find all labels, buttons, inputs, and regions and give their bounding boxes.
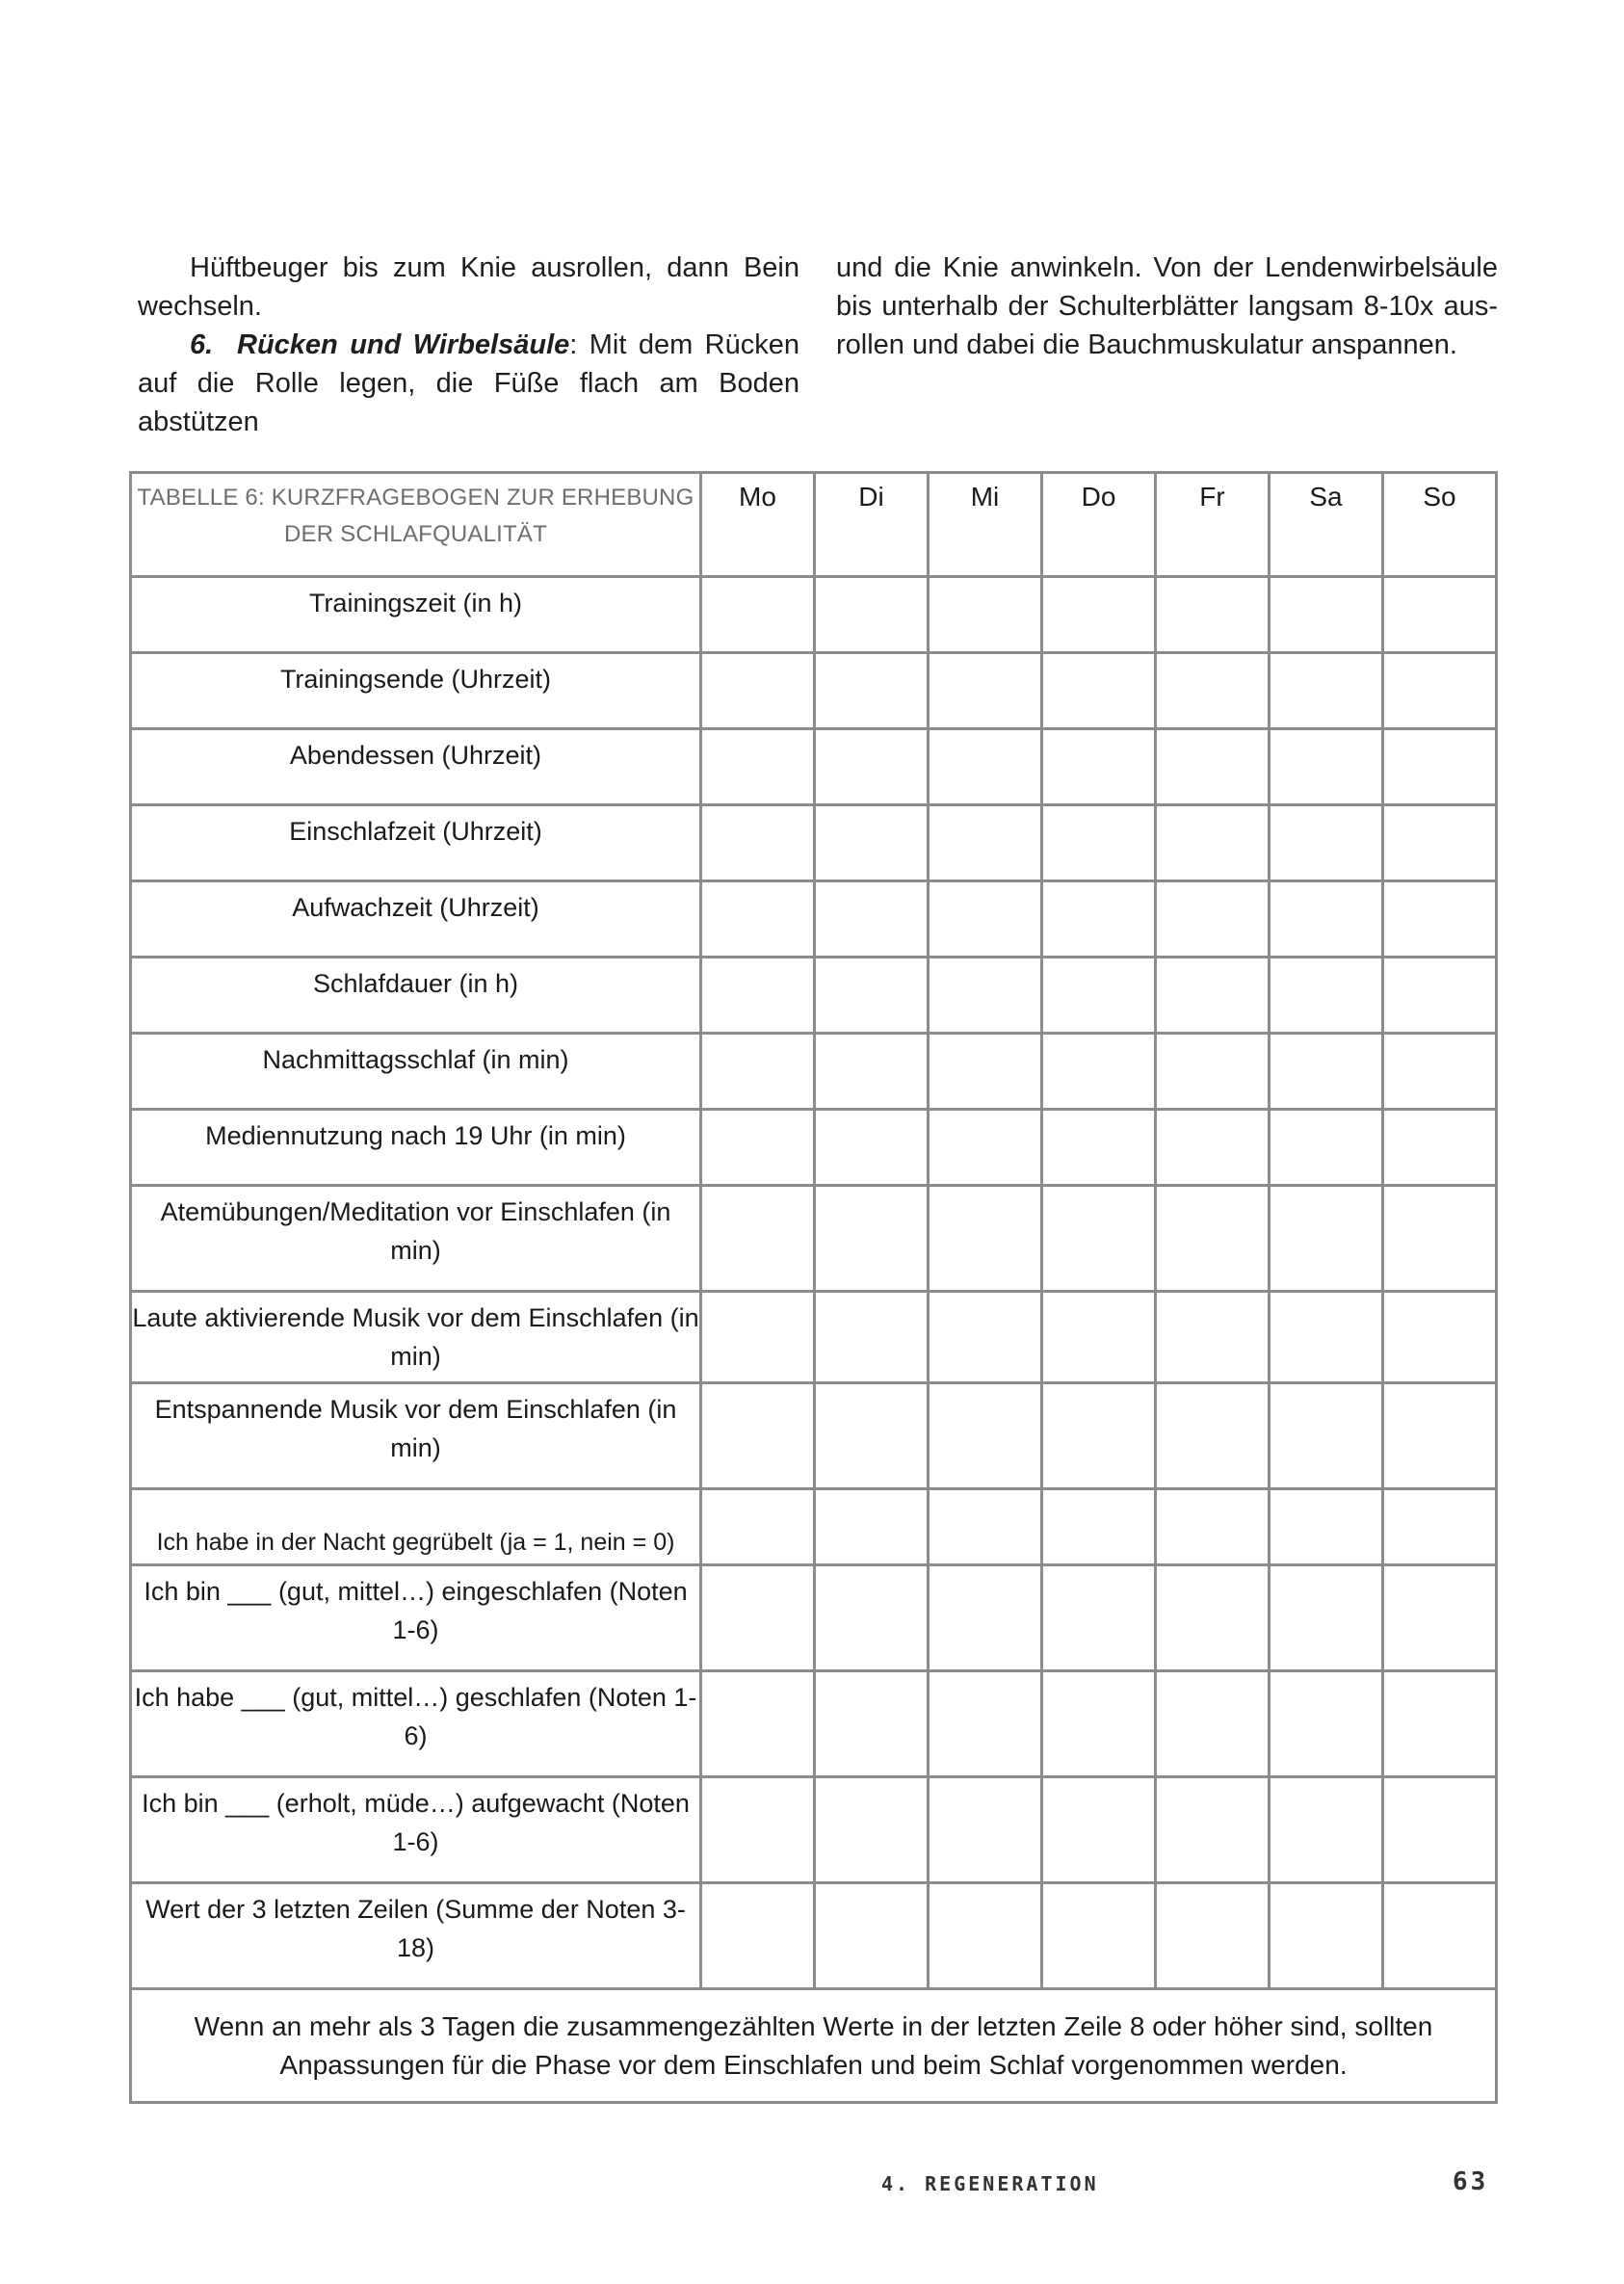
entry-cell-mo[interactable] xyxy=(701,881,815,958)
entry-cell-mi[interactable] xyxy=(929,1489,1042,1565)
entry-cell-sa[interactable] xyxy=(1270,577,1383,653)
entry-cell-di[interactable] xyxy=(815,1777,929,1883)
entry-cell-do[interactable] xyxy=(1042,1034,1156,1110)
entry-cell-sa[interactable] xyxy=(1270,1565,1383,1671)
row-label: Mediennutzung nach 19 Uhr (in min) xyxy=(131,1110,701,1186)
entry-cell-mi[interactable] xyxy=(929,881,1042,958)
entry-cell-di[interactable] xyxy=(815,1883,929,1989)
table-row xyxy=(131,881,1497,958)
entry-cell-mo[interactable] xyxy=(701,653,815,729)
table-row xyxy=(131,1034,1497,1110)
entry-cell-do[interactable] xyxy=(1042,1565,1156,1671)
table-row xyxy=(131,653,1497,729)
entry-cell-mo[interactable] xyxy=(701,1671,815,1777)
entry-cell-mo[interactable] xyxy=(701,1565,815,1671)
entry-cell-di[interactable] xyxy=(815,653,929,729)
entry-cell-mi[interactable] xyxy=(929,1777,1042,1883)
entry-cell-do[interactable] xyxy=(1042,881,1156,958)
entry-cell-sa[interactable] xyxy=(1270,958,1383,1034)
entry-cell-mi[interactable] xyxy=(929,1034,1042,1110)
row-label: Schlafdauer (in h) xyxy=(131,958,701,1034)
day-header-sa: Sa xyxy=(1270,473,1383,577)
entry-cell-mo[interactable] xyxy=(701,1186,815,1292)
table-note: Wenn an mehr als 3 Tagen die zusammengezählten Werte in der letzten Zeile 8 oder höher sind, sollten Anpassungen für die Phase vor dem Einschlafen und beim Schlaf vorgenommen werden. xyxy=(131,1989,1497,2103)
entry-cell-fr[interactable] xyxy=(1156,805,1270,881)
entry-cell-sa[interactable] xyxy=(1270,1489,1383,1565)
entry-cell-so[interactable] xyxy=(1383,1883,1497,1989)
entry-cell-mi[interactable] xyxy=(929,1110,1042,1186)
entry-cell-so[interactable] xyxy=(1383,729,1497,805)
entry-cell-mo[interactable] xyxy=(701,729,815,805)
entry-cell-mo[interactable] xyxy=(701,1489,815,1565)
entry-cell-di[interactable] xyxy=(815,577,929,653)
entry-cell-fr[interactable] xyxy=(1156,729,1270,805)
row-label: Aufwachzeit (Uhrzeit) xyxy=(131,881,701,958)
entry-cell-mi[interactable] xyxy=(929,729,1042,805)
entry-cell-di[interactable] xyxy=(815,1110,929,1186)
table-row xyxy=(131,1671,1497,1777)
day-header-di: Di xyxy=(815,473,929,577)
row-label: Ich habe ___ (gut, mittel…) geschlafen (Noten 1-6) xyxy=(131,1671,701,1777)
entry-cell-fr[interactable] xyxy=(1156,1565,1270,1671)
entry-cell-mo[interactable] xyxy=(701,1883,815,1989)
entry-cell-do[interactable] xyxy=(1042,1186,1156,1292)
intro-right-column xyxy=(836,249,1498,364)
entry-cell-do[interactable] xyxy=(1042,1883,1156,1989)
entry-cell-di[interactable] xyxy=(815,1034,929,1110)
entry-cell-di[interactable] xyxy=(815,1489,929,1565)
entry-cell-fr[interactable] xyxy=(1156,1186,1270,1292)
row-label: Trainingszeit (in h) xyxy=(131,577,701,653)
table-header-row xyxy=(131,473,1497,577)
entry-cell-sa[interactable] xyxy=(1270,1110,1383,1186)
entry-cell-fr[interactable] xyxy=(1156,881,1270,958)
table-row xyxy=(131,577,1497,653)
table-row xyxy=(131,1292,1497,1383)
entry-cell-mo[interactable] xyxy=(701,1110,815,1186)
table-title: TABELLE 6: KURZFRAGEBOGEN ZUR ERHEBUNG DER SCHLAFQUALITÄT xyxy=(131,473,701,577)
entry-cell-mo[interactable] xyxy=(701,1383,815,1489)
entry-cell-do[interactable] xyxy=(1042,1383,1156,1489)
entry-cell-mo[interactable] xyxy=(701,577,815,653)
entry-cell-do[interactable] xyxy=(1042,1489,1156,1565)
entry-cell-do[interactable] xyxy=(1042,653,1156,729)
entry-cell-so[interactable] xyxy=(1383,958,1497,1034)
entry-cell-di[interactable] xyxy=(815,1565,929,1671)
entry-cell-fr[interactable] xyxy=(1156,577,1270,653)
entry-cell-mi[interactable] xyxy=(929,1671,1042,1777)
table-row xyxy=(131,1777,1497,1883)
table-row xyxy=(131,958,1497,1034)
entry-cell-so[interactable] xyxy=(1383,1292,1497,1383)
entry-cell-mi[interactable] xyxy=(929,805,1042,881)
table-row xyxy=(131,1383,1497,1489)
intro-paragraph-rolle xyxy=(138,326,799,441)
entry-cell-so[interactable] xyxy=(1383,805,1497,881)
entry-cell-fr[interactable] xyxy=(1156,1671,1270,1777)
entry-cell-sa[interactable] xyxy=(1270,1777,1383,1883)
entry-cell-sa[interactable] xyxy=(1270,1292,1383,1383)
entry-cell-di[interactable] xyxy=(815,1671,929,1777)
row-label: Abendessen (Uhrzeit) xyxy=(131,729,701,805)
entry-cell-do[interactable] xyxy=(1042,1671,1156,1777)
row-label: Trainingsende (Uhrzeit) xyxy=(131,653,701,729)
entry-cell-fr[interactable] xyxy=(1156,1292,1270,1383)
entry-cell-so[interactable] xyxy=(1383,1489,1497,1565)
row-label: Einschlafzeit (Uhrzeit) xyxy=(131,805,701,881)
entry-cell-do[interactable] xyxy=(1042,1777,1156,1883)
entry-cell-fr[interactable] xyxy=(1156,958,1270,1034)
entry-cell-fr[interactable] xyxy=(1156,1883,1270,1989)
table-row xyxy=(131,1883,1497,1989)
entry-cell-so[interactable] xyxy=(1383,1110,1497,1186)
entry-cell-di[interactable] xyxy=(815,805,929,881)
entry-cell-mo[interactable] xyxy=(701,1292,815,1383)
entry-cell-do[interactable] xyxy=(1042,805,1156,881)
row-label: Ich bin ___ (erholt, müde…) aufgewacht (Noten 1-6) xyxy=(131,1777,701,1883)
entry-cell-mo[interactable] xyxy=(701,805,815,881)
entry-cell-sa[interactable] xyxy=(1270,653,1383,729)
entry-cell-mi[interactable] xyxy=(929,1292,1042,1383)
intro-paragraph-continued: und die Knie anwinkeln. Von der Lendenwirbelsäule bis unterhalb der Schulterblätter langsam 8-10x ausrollen und dabei die Bauchmuskulatur anspannen. xyxy=(836,252,1498,360)
entry-cell-di[interactable] xyxy=(815,881,929,958)
entry-cell-sa[interactable] xyxy=(1270,1186,1383,1292)
table-row xyxy=(131,1489,1497,1565)
row-label: Ich habe in der Nacht gegrübelt (ja = 1, nein = 0) xyxy=(131,1489,701,1565)
table-note-row xyxy=(131,1989,1497,2103)
row-label: Entspannende Musik vor dem Einschlafen (in min) xyxy=(131,1383,701,1489)
day-header-so: So xyxy=(1383,473,1497,577)
day-header-mi: Mi xyxy=(929,473,1042,577)
entry-cell-mi[interactable] xyxy=(929,1883,1042,1989)
entry-cell-mi[interactable] xyxy=(929,1186,1042,1292)
entry-cell-fr[interactable] xyxy=(1156,1034,1270,1110)
entry-cell-fr[interactable] xyxy=(1156,1110,1270,1186)
entry-cell-so[interactable] xyxy=(1383,1565,1497,1671)
entry-cell-mo[interactable] xyxy=(701,1777,815,1883)
entry-cell-do[interactable] xyxy=(1042,729,1156,805)
entry-cell-sa[interactable] xyxy=(1270,805,1383,881)
row-label: Ich bin ___ (gut, mittel…) eingeschlafen (Noten 1-6) xyxy=(131,1565,701,1671)
entry-cell-fr[interactable] xyxy=(1156,1489,1270,1565)
entry-cell-sa[interactable] xyxy=(1270,1671,1383,1777)
entry-cell-do[interactable] xyxy=(1042,1292,1156,1383)
page-number: 63 xyxy=(1453,2167,1489,2196)
entry-cell-do[interactable] xyxy=(1042,1110,1156,1186)
entry-cell-mi[interactable] xyxy=(929,577,1042,653)
entry-cell-do[interactable] xyxy=(1042,958,1156,1034)
entry-cell-so[interactable] xyxy=(1383,1383,1497,1489)
day-header-fr: Fr xyxy=(1156,473,1270,577)
entry-cell-mo[interactable] xyxy=(701,1034,815,1110)
table-row xyxy=(131,1186,1497,1292)
row-label: Laute aktivierende Musik vor dem Einschlafen (in min) xyxy=(131,1292,701,1383)
entry-cell-di[interactable] xyxy=(815,1186,929,1292)
entry-cell-sa[interactable] xyxy=(1270,729,1383,805)
entry-cell-so[interactable] xyxy=(1383,881,1497,958)
entry-cell-sa[interactable] xyxy=(1270,881,1383,958)
exercise-heading: 6. Rücken und Wirbelsäule xyxy=(190,329,570,360)
entry-cell-fr[interactable] xyxy=(1156,653,1270,729)
entry-cell-di[interactable] xyxy=(815,1383,929,1489)
intro-left-column xyxy=(138,249,799,441)
entry-cell-do[interactable] xyxy=(1042,577,1156,653)
table-row xyxy=(131,1565,1497,1671)
day-header-mo: Mo xyxy=(701,473,815,577)
entry-cell-mi[interactable] xyxy=(929,653,1042,729)
entry-cell-fr[interactable] xyxy=(1156,1383,1270,1489)
entry-cell-so[interactable] xyxy=(1383,1671,1497,1777)
entry-cell-mi[interactable] xyxy=(929,1383,1042,1489)
entry-cell-mi[interactable] xyxy=(929,958,1042,1034)
entry-cell-fr[interactable] xyxy=(1156,1777,1270,1883)
entry-cell-mo[interactable] xyxy=(701,958,815,1034)
row-label: Atemübungen/Meditation vor Einschlafen (in min) xyxy=(131,1186,701,1292)
entry-cell-sa[interactable] xyxy=(1270,1034,1383,1110)
row-label: Nachmittagsschlaf (in min) xyxy=(131,1034,701,1110)
entry-cell-di[interactable] xyxy=(815,729,929,805)
day-header-do: Do xyxy=(1042,473,1156,577)
entry-cell-so[interactable] xyxy=(1383,1777,1497,1883)
sleep-quality-table xyxy=(129,471,1498,2104)
footer-section-title: 4. REGENERATION xyxy=(881,2172,1099,2195)
exercise-text: : Mit dem Rücken auf die Rolle legen, die Füße flach am Boden abstützen xyxy=(138,329,799,437)
entry-cell-so[interactable] xyxy=(1383,653,1497,729)
entry-cell-sa[interactable] xyxy=(1270,1883,1383,1989)
intro-paragraph: Hüftbeuger bis zum Knie ausrollen, dann Bein wechseln. xyxy=(138,252,799,322)
entry-cell-sa[interactable] xyxy=(1270,1383,1383,1489)
table-row xyxy=(131,729,1497,805)
row-label: Wert der 3 letzten Zeilen (Summe der Noten 3-18) xyxy=(131,1883,701,1989)
table-row xyxy=(131,805,1497,881)
table-row xyxy=(131,1110,1497,1186)
entry-cell-di[interactable] xyxy=(815,958,929,1034)
entry-cell-so[interactable] xyxy=(1383,577,1497,653)
entry-cell-di[interactable] xyxy=(815,1292,929,1383)
entry-cell-so[interactable] xyxy=(1383,1186,1497,1292)
entry-cell-so[interactable] xyxy=(1383,1034,1497,1110)
entry-cell-mi[interactable] xyxy=(929,1565,1042,1671)
